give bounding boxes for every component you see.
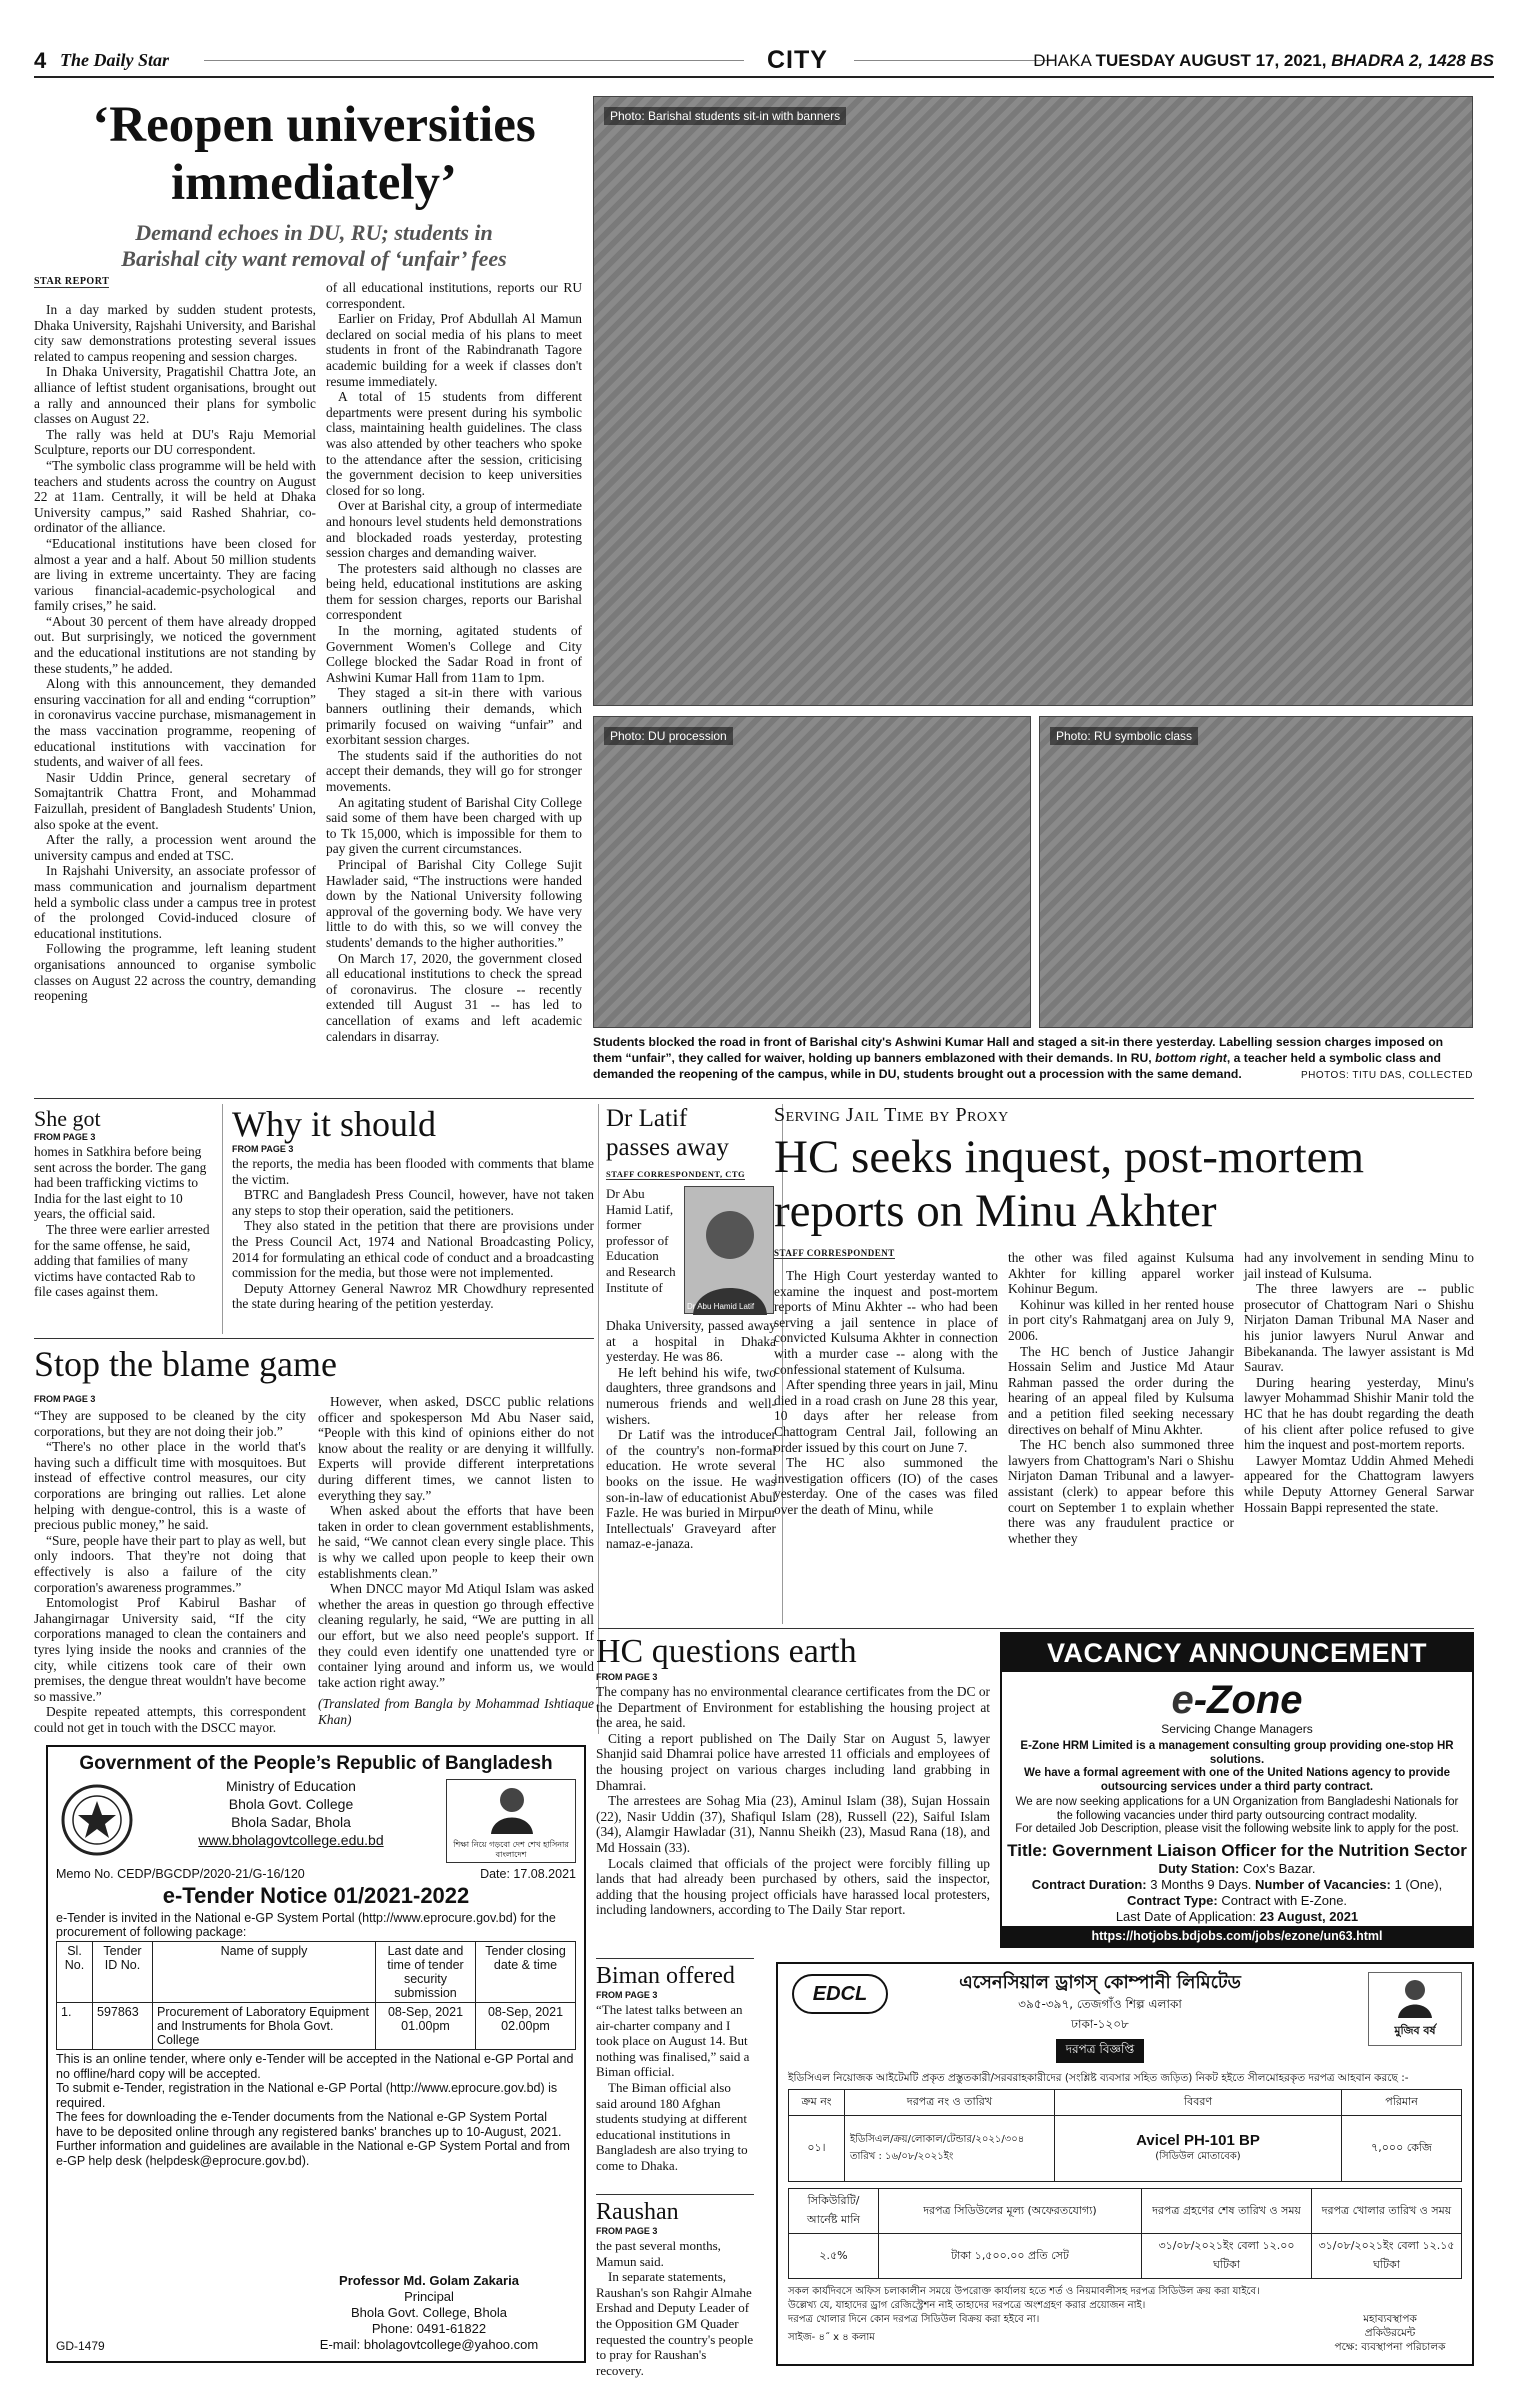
paragraph: “There's no other place in the world that's having such a difficult time with mosquitoes. But instead of effective control measures, our city corporations are bringing out rallies. Let alone helping with dengue-control, this is a waste of precious public money,” he said. bbox=[34, 1439, 306, 1533]
paragraph: The three were earlier arrested for the same offense, he said, adding that families of many victims have contacted Rab to file cases against them. bbox=[34, 1221, 210, 1300]
edcl-table-items bbox=[788, 2089, 1462, 2182]
tender-note: The fees for downloading the e-Tender documents from the National e-GP System Portal have to be deposited online through any registered banks' branches up to 10-August, 2021. bbox=[56, 2110, 562, 2139]
portrait-icon bbox=[1395, 1976, 1435, 2018]
paragraph: Citing a report published on The Daily Star on August 5, lawyer Shanjid said Dhamrai police have arrested 11 officials and employees of the housing project on various charges including land grabbing in Dhamrai. bbox=[596, 1730, 990, 1793]
paragraph: The HC bench of Justice Jahangir Hossain Selim and Justice Md Ataur Rahman passed the order during the hearing of an appeal filed by Kulsuma and a petition filed seeking necessary directives on behalf of Minu Akhter. bbox=[1008, 1343, 1234, 1437]
mujib-badge: মুজিব বর্ষ bbox=[1368, 1972, 1462, 2046]
why-it-should-headline: Why it should bbox=[232, 1104, 436, 1144]
paragraph: Deputy Attorney General Nawroz MR Chowdhury represented the state during hearing of the petition yesterday. bbox=[232, 1280, 594, 1312]
hc-earth-story: HC questions earth FROM PAGE 3 The company has no environmental clearance certificates from the DC or the Department of Environment for establishing the housing project at the area, he said. Citing a report published on The Daily Star on August 5, lawyer Shanjid said Dhamrai police have arrested 11 officials and employees of the housing project on various charges including land grabbing in Dhamrai. The arrestees are Sohag Mia (23), Aminul Islam (38), Sujan Hossain (22), Nasir Uddin (37), Shafiqul Islam (28), Russell (22), Saiful Islam (34), Alamgir Hawladar (31), Nannu Sheikh (23), Masud Rana (18), and Md Hossain (33). Locals claimed that officials of the project were forcibly filling up lands that had already been purchased by others, said the inspector, adding that the housing project officials have harassed local protesters, including landowners, according to The Daily Star report. bbox=[596, 1633, 990, 1918]
paragraph: During hearing yesterday, Minu's lawyer Mohammad Shishir Manir told the HC that he has doubt regarding the death of his client after police refused to give him the inquest and post-mortem reports. bbox=[1244, 1374, 1474, 1453]
she-got-headline: She got bbox=[34, 1106, 101, 1131]
stop-blame-column-1 bbox=[34, 1408, 306, 1735]
paragraph: had any involvement in sending Minu to jail instead of Kulsuma. bbox=[1244, 1250, 1474, 1281]
why-it-should-story: Why it should FROM PAGE 3 the reports, the media has been flooded with comments that blame the victim. BTRC and Bangladesh Press Council, however, have not taken any steps to stop their operation, said the petitioners. They also stated in the petition that there are provisions under the Press Council Act, 1974 and National Broadcasting Policy, 2014 for formulating an ethical code of conduct and a broadcasting commission for the media, but those were not implemented. Deputy Attorney General Nawroz MR Chowdhury represented the state during hearing of the petition yesterday. bbox=[232, 1104, 594, 1312]
vacancy-link[interactable]: https://hotjobs.bdjobs.com/jobs/ezone/un63.html bbox=[1002, 1926, 1472, 1946]
memo-number: Memo No. CEDP/BGCDP/2020-21/G-16/120 bbox=[56, 1867, 305, 1881]
vacancy-ad: VACANCY ANNOUNCEMENT e-Zone Servicing Change Managers E-Zone HRM Limited is a management consulting group providing one-stop HR solutions. We have a formal agreement with one of the United Nations agency to provide outsourcing services under a third party contract. We are now seeking applications for a UN Organization from Bangladeshi Nationals for the following vacancies under third party outsourcing contract modality. For detailed Job Description, please visit the following website link to apply for the post. Title: Government Liaison Officer for the Nutrition Sector Duty Station: Cox's Bazar. Contract Duration: 3 Months 9 Days. Number of Vacancies: 1 (One), Contract Type: Contract with E-Zone. Last Date of Application: 23 August, 2021 https://hotjobs.bdjobs.com/jobs/ezone/un63.html bbox=[1000, 1632, 1474, 1948]
masthead bbox=[34, 46, 1494, 78]
paragraph: A total of 15 students from different departments were present during his symbolic class, maintaining health guidelines. The class was also attended by other teachers who spoke to the attendance after the session, criticising the government decision to keep universities closed for so long. bbox=[326, 389, 582, 498]
paragraph: The HC bench also summoned three lawyers from Chattogram's Nari o Shishu Nirjaton Daman Tribunal and a lawyer-assistant (clerk) to appear before this court on September 1 to explain whether there was any fraudulent practice or whether they bbox=[1008, 1437, 1234, 1546]
lead-byline: STAR REPORT bbox=[34, 276, 110, 287]
photo-bottom-left: Photo: DU procession bbox=[593, 716, 1031, 1028]
hc-minu-kicker: Serving Jail Time by Proxy bbox=[774, 1104, 1009, 1126]
biman-story: Biman offered FROM PAGE 3 “The latest talks between an air-charter company and I took place on August 14. But nothing was finalised,” said a Biman official. The Biman official also said around 180 Afghan students studying at different educational institutions in Bangladesh are also trying to come to Dhaka. bbox=[596, 1962, 754, 2190]
paragraph: Despite repeated attempts, this correspondent could not get in touch with the DSCC mayor. bbox=[34, 1704, 306, 1735]
paragraph: In the morning, agitated students of Government Women's College and City College blocked the Sadar Road in front of Ashwini Kumar Hall from 11am to 1pm. bbox=[326, 623, 582, 685]
portrait-icon bbox=[487, 1782, 537, 1834]
paragraph: The rally was held at DU's Raju Memorial Sculpture, reports our DU correspondent. bbox=[34, 426, 316, 458]
dr-latif-portrait: Dr Abu Hamid Latif bbox=[684, 1186, 774, 1314]
paragraph: “Educational institutions have been closed for almost a year and a half. About 50 million students are living in extreme uncertainty. They are facing various financial-academic-psychological and family crises,” he said. bbox=[34, 535, 316, 614]
paragraph: The students said if the authorities do not accept their demands, they will go for stronger movements. bbox=[326, 747, 582, 794]
photo-caption: Students blocked the road in front of Barishal city's Ashwini Kumar Hall and staged a sit-in there yesterday. Labelling session charges imposed on them “unfair”, they called for waiver, holding up banners emblazoned with their demands. In RU, bottom right, a teacher held a symbolic class and demanded the reopening of the campus, while in DU, students brought out a procession with the same demand. PHOTOS: TITU DAS, COLLECTED bbox=[593, 1034, 1473, 1094]
table-row: 1. 597863 Procurement of Laboratory Equipment and Instruments for Bhola Govt. College 08-Sep, 2021 01.00pm 08-Sep, 2021 02.00pm bbox=[57, 2003, 576, 2050]
paragraph: On March 17, 2020, the government closed all educational institutions to check the spread of coronavirus. The closure -- recently extended till August 31 -- has led to cancellation of exams and left academic calendars in disarray. bbox=[326, 950, 582, 1044]
paragraph: Entomologist Prof Kabirul Bashar of Jahangirnagar University said, “If the city corporations managed to clean the containers and tyres lying inside the nooks and crannies of the city, while citizens took care of their own premises, the dengue threat wouldn't have become so massive.” bbox=[34, 1595, 306, 1704]
edcl-notice-label: দরপত্র বিজ্ঞপ্তি bbox=[1056, 2039, 1145, 2063]
paragraph: They staged a sit-in there with various banners outlining their demands, which primarily focused on waiving “unfair” and exorbitant session charges. bbox=[326, 685, 582, 748]
dr-latif-headline: Dr Latif passes away bbox=[606, 1105, 729, 1161]
lead-deck: Demand echoes in DU, RU; students in Barishal city want removal of ‘unfair’ fees bbox=[121, 220, 507, 271]
tender-note: To submit e-Tender, registration in the National e-GP Portal (http://www.eprocure.gov.bd) is required. bbox=[56, 2081, 558, 2110]
tender-website-link[interactable]: www.bholagovtcollege.edu.bd bbox=[198, 1832, 384, 1848]
paragraph: of all educational institutions, reports our RU correspondent. bbox=[326, 280, 582, 311]
paragraph: In Dhaka University, Pragatishil Chattra Jote, an alliance of leftist student organisations, brought out a rally and announced their plans for symbolic classes on August 22. bbox=[34, 364, 316, 427]
paragraph: The arrestees are Sohag Mia (23), Aminul Islam (38), Sujan Hossain (22), Nasir Uddin (37), Shafiqul Islam (28), Russell (22), Saiful Islam (34), Alamgir Hawladar (31), Nannu Sheikh (23), Masud Rana (18), and Md Hossain (33). bbox=[596, 1793, 990, 1855]
tender-notice-title: e-Tender Notice 01/2021-2022 bbox=[162, 1883, 470, 1908]
paragraph: Principal of Barishal City College Sujit Hawlader said, “The instructions were handed down by the National University following approval of the governing body. We have very little to do with this, so we will convey the students' demands to the higher authorities.” bbox=[326, 856, 582, 950]
memo-date: Date: 17.08.2021 bbox=[480, 1867, 576, 1881]
photo-bottom-right: Photo: RU symbolic class bbox=[1039, 716, 1473, 1028]
table-row: ০১। ইডিসিএল/ক্রয়/লোকাল/টেন্ডার/২০২১/৩০৪ তারিখ : ১৬/০৮/২০২১ইং Avicel PH-101 BP (সিডিউল মোতাবেক) ৭,০০০ কেজি bbox=[789, 2116, 1462, 2182]
paragraph: In a day marked by sudden student protests, Dhaka University, Rajshahi University, and Barishal city saw demonstrations protesting several issues related to campus reopening and session charges. bbox=[34, 302, 316, 364]
paragraph: “The latest talks between an air-charter company and I took place on August 14. But nothing was finalised,” said a Biman official. bbox=[596, 2002, 750, 2080]
paragraph: In Rajshahi University, an associate professor of mass communication and journalism department held a symbolic class under a campus tree in protest of the prolonged Covid-induced closure of educational institutions. bbox=[34, 863, 316, 941]
signatory-name: Professor Md. Golam Zakaria bbox=[339, 2273, 519, 2288]
tender-gov-title: Government of the People’s Republic of Bangladesh bbox=[79, 1753, 553, 1774]
paragraph: Over at Barishal city, a group of intermediate and honours level students held demonstrations and blockaded roads yesterday, protesting session charges and demanding waiver. bbox=[326, 498, 582, 561]
paragraph: BTRC and Bangladesh Press Council, however, have not taken any steps to stop their operation, said the petitioners. bbox=[232, 1187, 594, 1218]
vacancy-banner: VACANCY ANNOUNCEMENT bbox=[1002, 1634, 1472, 1672]
photo-main: Photo: Barishal students sit-in with banners bbox=[593, 96, 1473, 706]
vacancy-title: Title: Government Liaison Officer for the Nutrition Sector bbox=[1007, 1840, 1467, 1860]
paragraph: Locals claimed that officials of the project were forcibly filling up lands that had already been purchased by others, said the inspector, adding that the housing project officials have harassed local protesters, including landowners, according to The Daily Star report. bbox=[596, 1855, 990, 1918]
paragraph: Along with this announcement, they demanded ensuring vaccination for all and ending “corruption” in coronavirus vaccine purchase, mismanagement in the mass vaccination programme, reopening of educational institutions with vaccination for students, and waiver of all fees. bbox=[34, 676, 316, 770]
paragraph: The company has no environmental clearance certificates from the DC or the Department of Environment for establishing the housing project at the area, he said. bbox=[596, 1684, 990, 1731]
lead-headline: ‘Reopen universities immediately’ bbox=[92, 97, 536, 211]
raushan-headline: Raushan bbox=[596, 2199, 679, 2225]
dr-latif-intro: Dr Abu Hamid Latif, former professor of Education and Research Institute of bbox=[606, 1186, 676, 1295]
paragraph: The Biman official also said around 180 Afghan students studying at different educational institutions in Bangladesh are also trying to come to Dhaka. bbox=[596, 2079, 748, 2173]
paragraph: “About 30 percent of them have already dropped out. But surprisingly, we noticed the government and the educational institutions are not standing by these students,” he added. bbox=[34, 613, 316, 676]
paragraph: The protesters said although no classes are being held, educational institutions are asking them for session charges, reports our Barishal correspondent bbox=[326, 560, 582, 623]
person-silhouette-icon bbox=[685, 1187, 775, 1315]
biman-headline: Biman offered bbox=[596, 1963, 735, 1989]
hc-earth-headline: HC questions earth bbox=[596, 1633, 857, 1670]
paragraph: Dhaka University, passed away at a hospital in Dhaka yesterday. He was 86. bbox=[606, 1318, 776, 1365]
paragraph: “Sure, people have their part to play as well, but only indoors. That they're not doing that effectively is also a failure of the city corporation's awareness programmes.” bbox=[34, 1532, 306, 1595]
portrait-box: শিক্ষা নিয়ে গড়বো দেশ শেখ হাসিনার বাংলাদেশ bbox=[446, 1779, 576, 1863]
stop-blame-column-2 bbox=[318, 1394, 594, 1727]
tender-table bbox=[56, 1941, 576, 2050]
edcl-ad: EDCL এসেনসিয়াল ড্রাগস্ কোম্পানী লিমিটেড ৩৯৫-৩৯৭, তেজগাঁও শিল্প এলাকা ঢাকা-১২০৮ দরপত্র বিজ্ঞপ্তি মুজিব বর্ষ ইডিসিএল নিয়োজক আইটেমটি প্রকৃত প্রস্তুতকারী/সরবরাহকারীদের (সংশ্লিষ্ট ব্যবসার সহিত জড়িত) নিকট হইতে সীলমোহরকৃত দরপত্র আহবান করছে :- ক্রম নং দরপত্র নং ও তারিখ বিবরণ পরিমান ০১। ইডিসিএল/ক্রয়/লোকাল/টেন্ডার/২০২১/৩০৪ তারিখ : ১৬/০৮/২০২১ইং Avicel PH-101 BP (সিডিউল মোতাবেক) ৭,০০০ কেজি সিকিউরিটি/ আর্নেষ্ট মানি দরপত্র সিডিউলের মূল্য (অফেরতযোগ্য) দরপত্র গ্রহণের শেষ তারিখ ও সময় দরপত্র খোলার তারিখ ও সময় ২.৫% টাকা ১,৫০০.০০ প্রতি সেট ৩১/০৮/২০২১ইং বেলা ১২.০০ ঘটিকা ৩১/০৮/২০২১ইং বেলা ১২.১৫ ঘটিকা সকল কার্যদিবসে অফিস চলাকালীন সময়ে উপরোক্ত কার্যালয় হতে শর্ত ও নিয়মাবলীসহ দরপত্র সিডিউল ক্রয় করা যাইবে। উল্লেখ্য যে, যাহাদের ড্রাগ রেজিস্ট্রেশন নাই তাহাদের দরপত্রে অংশগ্রহণ করার প্রয়োজন নাই। দরপত্র খোলার দিনে কোন দরপত্র সিডিউল বিক্রয় করা হইবে না। সাইজ- ৪˝ x ৪ কলাম মহাব্যবস্থাপক প্রকিউরমেন্ট পক্ষে: ব্যবস্থাপনা পরিচালক bbox=[776, 1962, 1474, 2366]
dateline: DHAKA TUESDAY AUGUST 17, 2021, BHADRA 2, 1428 BS bbox=[1033, 51, 1494, 70]
she-got-story: She got FROM PAGE 3 homes in Satkhira before being sent across the border. The gang had been trafficking victims to India for the last eight to 10 years, the official said. The three were earlier arrested for the same offense, he said, adding that families of many victims have contacted Rab to file cases against them. bbox=[34, 1106, 212, 1336]
paragraph: They also stated in the petition that there are provisions under the Press Council Act, 1974 and National Broadcasting Policy, 2014 for formulating an ethical code of conduct and a broadcasting commission for the media, but those were not implemented. bbox=[232, 1218, 594, 1281]
paragraph: homes in Satkhira before being sent across the border. The gang had been trafficking victims to India for the last eight to 10 years, the official said. bbox=[34, 1144, 207, 1222]
paragraph: In separate statements, Raushan's son Rahgir Almahe Ershad and Deputy Leader of the Opposition GM Quader requested the country's people to pray for Raushan's recovery. bbox=[596, 2269, 754, 2378]
tender-note: Further information and guidelines are available in the National e-GP System Portal and from e-GP help desk (helpdesk@eprocure.gov.bd). bbox=[56, 2139, 570, 2168]
paragraph: Following the programme, left leaning student organisations announced to organise symbolic classes on August 22 across the country, demanding reopening bbox=[34, 941, 316, 1004]
page-number: 4 bbox=[34, 48, 47, 73]
paragraph: Nasir Uddin Prince, general secretary of Somajtantrik Chattra Front, and Mohammad Faizullah, president of Bangladesh Students' Union, also spoke at the event. bbox=[34, 769, 316, 832]
paragraph: The High Court yesterday wanted to examine the inquest and post-mortem reports of Minu Akhter -- who had been serving a jail sentence in place of convicted Kulsuma Akhter in connection with a murder case -- along with the confessional statement of Kulsuma. bbox=[774, 1268, 998, 1377]
paragraph: After spending three years in jail, Minu died in a road crash on June 28 this year, 10 days after her release from Chattogram Central Jail, following an order issued by this court on June 7. bbox=[774, 1377, 998, 1455]
paragraph: Kohinur was killed in her rented house in port city's Rahmatganj area on July 9, 2006. bbox=[1008, 1296, 1234, 1343]
paragraph: The HC also summoned the investigation officers (IO) of the cases yesterday. One of the cases was filed over the death of Minu, while bbox=[774, 1455, 998, 1517]
paragraph: the other was filed against Kulsuma Akhter for killing apparel worker Kohinur Begum. bbox=[1008, 1250, 1234, 1297]
tender-note: This is an online tender, where only e-Tender will be accepted in the National e-GP Portal and no offline/hard copy will be accepted. bbox=[56, 2052, 574, 2081]
paragraph: When asked about the efforts that have been taken in order to clean government establishments, he said, “We cannot clean every single place. This is why we called upon people to keep their own establishments clean.” bbox=[318, 1503, 594, 1581]
paragraph: Dr Latif was the introducer of the country's non-formal education. He wrote several books on the issue. He was son-in-law of educationist Abul Fazle. He was buried in Mirpur Intellectuals' Graveyard after namaz-e-janaza. bbox=[606, 1427, 776, 1552]
table-row: ২.৫% টাকা ১,৫০০.০০ প্রতি সেট ৩১/০৮/২০২১ইং বেলা ১২.০০ ঘটিকা ৩১/০৮/২০২১ইং বেলা ১২.১৫ ঘটিকা bbox=[789, 2234, 1462, 2279]
table-header-row: Sl. No. Tender ID No. Name of supply Last date and time of tender security submission Tender closing date & time bbox=[57, 1942, 576, 2003]
edcl-item-name: Avicel PH-101 BP bbox=[1136, 2131, 1260, 2149]
paragraph: When DNCC mayor Md Atiqul Islam was asked whether the areas in question go through effective cleaning regularly, he said, “We are putting in all our effort, but we also need people's support. If they could even identify one unattended tyre or container lying around and inform us, we would take action right away.” bbox=[318, 1581, 594, 1690]
paragraph: After the rally, a procession went around the university campus and ended at TSC. bbox=[34, 832, 316, 863]
tender-ad: Government of the People’s Republic of Bangladesh Ministry of Education Bhola Govt. College Bhola Sadar, Bhola www.bholagovtcollege.edu.bd শিক্ষা নিয়ে গড়বো দেশ শেখ হাসিনার বাংলাদেশ Memo No. CEDP/BGCDP/2020-21/G-16/120 Date: 17.08.2021 e-Tender Notice 01/2021-2022 e-Tender is invited in the National e-GP System Portal (http://www.eprocure.gov.bd) for the procurement of following package: Sl. No. Tender ID No. Name of supply Last date and time of tender security submission Tender closing date & time 1. 597863 Procurement of Laboratory Equipment and Instruments for Bhola Govt. College 08-Sep, 2021 01.00pm 08-Sep, 2021 02.00pm This is an online tender, where only e-Tender will be accepted in the National e-GP Portal and no offline/hard copy will be accepted. To submit e-Tender, registration in the National e-GP Portal (http://www.eprocure.gov.bd) is required. The fees for downloading the e-Tender documents from the National e-GP System Portal have to be deposited online through any registered banks' branches up to 10-August, 2021. Further information and guidelines are available in the National e-GP System Portal and from e-GP help desk (helpdesk@eprocure.gov.bd). Professor Md. Golam Zakaria Principal Bhola Govt. College, Bhola Phone: 0491-61822 E-mail: bholagovtcollege@yahoo.com GD-1479 bbox=[46, 1745, 586, 2363]
paragraph: “They are supposed to be cleaned by the city corporations, but they are not doing their job.” bbox=[34, 1408, 306, 1439]
paper-name: The Daily Star bbox=[60, 50, 170, 70]
section-name: CITY bbox=[767, 46, 828, 74]
paragraph: Lawyer Momtaz Uddin Ahmed Mehedi appeared for the Chattogram lawyers while Deputy Attorney General Sarwar Hossain Bappi represented the state. bbox=[1244, 1452, 1474, 1515]
paragraph: However, when asked, DSCC public relations officer and spokesperson Md Abu Naser said, “People with this kind of opinions either do not know about the reality or are denying it willfully. Experts will provide different interpretations during different times, we cannot listen to everything they say.” bbox=[318, 1394, 594, 1503]
signatory-email-link[interactable]: E-mail: bholagovtcollege@yahoo.com bbox=[319, 2337, 539, 2352]
photo-credit: PHOTOS: TITU DAS, COLLECTED bbox=[1300, 1070, 1473, 1081]
paragraph: the reports, the media has been flooded with comments that blame the victim. bbox=[232, 1156, 594, 1187]
translation-note: (Translated from Bangla by Mohammad Ishtiaque Khan) bbox=[318, 1696, 594, 1727]
government-seal-icon bbox=[60, 1783, 134, 1857]
paragraph: The three lawyers are -- public prosecutor of Chattogram Nari o Shishu Nirjaton Daman Tribunal MA Naser and his junior lawyers Nurul Anwar and Bibekananda. The lawyer assistant is Md Saurav. bbox=[1244, 1281, 1474, 1375]
hc-minu-column-1 bbox=[774, 1268, 998, 1624]
edcl-table-terms bbox=[788, 2188, 1462, 2279]
raushan-story: Raushan FROM PAGE 3 the past several months, Mamun said. In separate statements, Raushan's son Rahgir Almahe Ershad and Deputy Leader of the Opposition GM Quader requested the country's people to pray for Raushan's recovery. bbox=[596, 2199, 754, 2378]
ezone-logo: e-Zone bbox=[1171, 1678, 1303, 1722]
gd-number: GD-1479 bbox=[56, 2339, 105, 2353]
paragraph: He left behind his wife, two daughters, three grandsons and numerous friends and well-wishers. bbox=[606, 1364, 776, 1427]
hc-minu-headline: HC seeks inquest, post-mortem reports on Minu Akhter bbox=[774, 1131, 1365, 1237]
edcl-company: এসেনসিয়াল ড্রাগস্ কোম্পানী লিমিটেড bbox=[959, 1972, 1241, 1993]
edcl-logo: EDCL bbox=[792, 1974, 888, 2014]
paragraph: An agitating student of Barishal City College said some of them have been charged with up to Tk 15,000, which is impossible for them to pay given the current circumstances. bbox=[326, 794, 582, 857]
table-header-row: ক্রম নং দরপত্র নং ও তারিখ বিবরণ পরিমান bbox=[789, 2090, 1462, 2116]
hc-minu-column-2 bbox=[1008, 1250, 1234, 1624]
paragraph: Earlier on Friday, Prof Abdullah Al Mamun declared on social media of his plans to meet students in front of the Rabindranath Tagore academic building for a week if classes don't resume immediately. bbox=[326, 311, 582, 389]
hc-minu-column-3 bbox=[1244, 1250, 1474, 1624]
table-header-row: সিকিউরিটি/ আর্নেষ্ট মানি দরপত্র সিডিউলের মূল্য (অফেরতযোগ্য) দরপত্র গ্রহণের শেষ তারিখ ও সময় দরপত্র খোলার তারিখ ও সময় bbox=[789, 2189, 1462, 2234]
stop-blame-headline: Stop the blame game bbox=[34, 1344, 337, 1384]
paragraph: “The symbolic class programme will be held with teachers and students across the country on August 22 at 11am. Centrally, it will be held at Dhaka University campus,” said Rashed Shahriar, co-ordinator of the alliance. bbox=[34, 457, 316, 536]
dr-latif-story: Dr Latif passes away STAFF CORRESPONDENT, CTG Dr Abu Hamid Latif, former professor of Education and Research Institute of Dr Abu Hamid Latif Dhaka University, passed away at a hospital in Dhaka yesterday. He was 86. He left behind his wife, two daughters, three grandsons and numerous friends and well-wishers. Dr Latif was the introducer of the country's non-formal education. He wrote several books on the issue. He was son-in-law of educationist Abul Fazle. He was buried in Mirpur Intellectuals' Graveyard after namaz-e-janaza. bbox=[606, 1105, 776, 1552]
paragraph: the past several months, Mamun said. bbox=[596, 2238, 721, 2269]
